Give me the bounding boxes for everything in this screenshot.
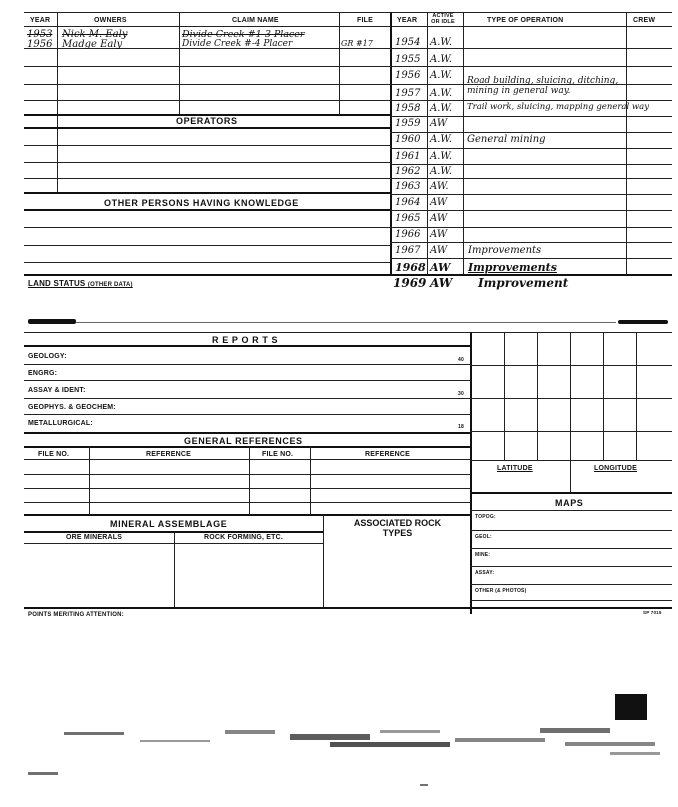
- report-engrg: ENGRG:: [28, 370, 58, 377]
- ore-minerals-label: ORE MINERALS: [66, 534, 123, 541]
- map-other: OTHER (& PHOTOS): [475, 588, 527, 594]
- longitude-label: LONGITUDE: [594, 465, 638, 472]
- map-geol: GEOL:: [475, 534, 492, 540]
- ref-col-reference-2: REFERENCE: [365, 451, 410, 458]
- log-year: 1956: [395, 70, 421, 81]
- map-topog: TOPOG:: [475, 514, 496, 520]
- log-year: 1960: [395, 134, 421, 145]
- other-persons-heading: OTHER PERSONS HAVING KNOWLEDGE: [104, 198, 299, 208]
- log-status: A.W.: [430, 88, 453, 99]
- log-status: AW: [430, 118, 448, 129]
- reports-heading: R E P O R T S: [212, 335, 279, 345]
- owner-name-1: Nick M. Ealy: [62, 29, 128, 40]
- report-geophys: GEOPHYS. & GEOCHEM:: [28, 404, 116, 411]
- claim-name-2: Divide Creek #-4 Placer: [182, 39, 293, 49]
- log-status: AW: [430, 276, 453, 290]
- header-active-idle: ACTIVE OR IDLE: [431, 13, 455, 25]
- log-year: 1963: [395, 181, 421, 192]
- log-year: 1967: [395, 245, 421, 256]
- claim-file-2: GR #17: [341, 39, 373, 48]
- claim-name-1: Divide Creek #1-3 Placer: [182, 29, 305, 40]
- log-status: A.W.: [430, 166, 453, 177]
- log-year: 1969: [393, 276, 427, 290]
- log-year: 1968: [395, 261, 426, 274]
- header-year-2: YEAR: [397, 17, 418, 24]
- mineral-assemblage-heading: MINERAL ASSEMBLAGE: [110, 519, 228, 529]
- log-operation: Improvements: [468, 261, 557, 274]
- log-year: 1964: [395, 197, 421, 208]
- owner-name-2: Madge Ealy: [62, 39, 123, 50]
- land-status-heading: [28, 279, 133, 288]
- report-num: 40: [458, 357, 464, 363]
- map-mine: MINE:: [475, 552, 491, 558]
- log-status: A.W.: [430, 37, 453, 48]
- log-status: AW: [430, 213, 448, 224]
- log-status: AW: [430, 245, 448, 256]
- log-status: AW.: [430, 181, 449, 192]
- log-year: 1965: [395, 213, 421, 224]
- header-year: YEAR: [30, 17, 51, 24]
- ref-col-file-2: FILE NO.: [262, 451, 294, 458]
- log-status: AW: [430, 197, 448, 208]
- report-geology: GEOLOGY:: [28, 353, 67, 360]
- log-status: A.W.: [430, 54, 453, 65]
- log-operation: Road building, sluicing, ditching,: [467, 76, 619, 86]
- owner-year-2: 1956: [27, 39, 53, 50]
- log-operation: General mining: [467, 134, 546, 145]
- report-num: 30: [458, 391, 464, 397]
- report-assay: ASSAY & IDENT:: [28, 387, 86, 394]
- log-status: AW: [430, 261, 451, 274]
- log-year: 1955: [395, 54, 421, 65]
- header-owners: OWNERS: [94, 17, 127, 24]
- form-number: SP 7015: [643, 610, 662, 615]
- log-operation: mining in general way.: [467, 86, 571, 96]
- log-year: 1957: [395, 88, 421, 99]
- log-status: AW: [430, 229, 448, 240]
- log-year: 1961: [395, 151, 421, 162]
- log-year: 1966: [395, 229, 421, 240]
- ref-col-reference-1: REFERENCE: [146, 451, 191, 458]
- header-file: FILE: [357, 17, 373, 24]
- land-status-sub: (OTHER DATA): [87, 282, 133, 288]
- header-type-of-operation: TYPE OF OPERATION: [487, 17, 564, 24]
- owner-year-1: 1953: [27, 29, 53, 40]
- map-assay: ASSAY:: [475, 570, 495, 576]
- log-status: A.W.: [430, 70, 453, 81]
- land-status-label: LAND STATUS: [28, 279, 86, 288]
- log-status: A.W.: [430, 134, 453, 145]
- log-year: 1959: [395, 118, 421, 129]
- ref-col-file-1: FILE NO.: [38, 451, 70, 458]
- log-year: 1962: [395, 166, 421, 177]
- log-operation: Improvements: [468, 245, 542, 256]
- log-operation: Trail work, sluicing, mapping general way: [467, 102, 650, 112]
- report-num: 18: [458, 424, 464, 430]
- log-operation: Improvement: [478, 276, 569, 290]
- points-meriting-attention: POINTS MERITING ATTENTION:: [28, 612, 124, 618]
- log-year: 1954: [395, 37, 421, 48]
- rock-forming-label: ROCK FORMING, ETC.: [204, 534, 284, 541]
- header-crew: CREW: [633, 17, 656, 24]
- associated-rock-types-heading: ASSOCIATED ROCK TYPES: [353, 518, 442, 538]
- operators-heading: OPERATORS: [176, 116, 238, 126]
- log-year: 1958: [395, 103, 421, 114]
- maps-heading: MAPS: [555, 498, 584, 508]
- general-references-heading: GENERAL REFERENCES: [184, 436, 303, 446]
- log-status: A.W.: [430, 151, 453, 162]
- log-status: A.W.: [430, 103, 453, 114]
- header-claim-name: CLAIM NAME: [232, 17, 279, 24]
- latitude-label: LATITUDE: [497, 465, 533, 472]
- report-metallurgical: METALLURGICAL:: [28, 420, 93, 427]
